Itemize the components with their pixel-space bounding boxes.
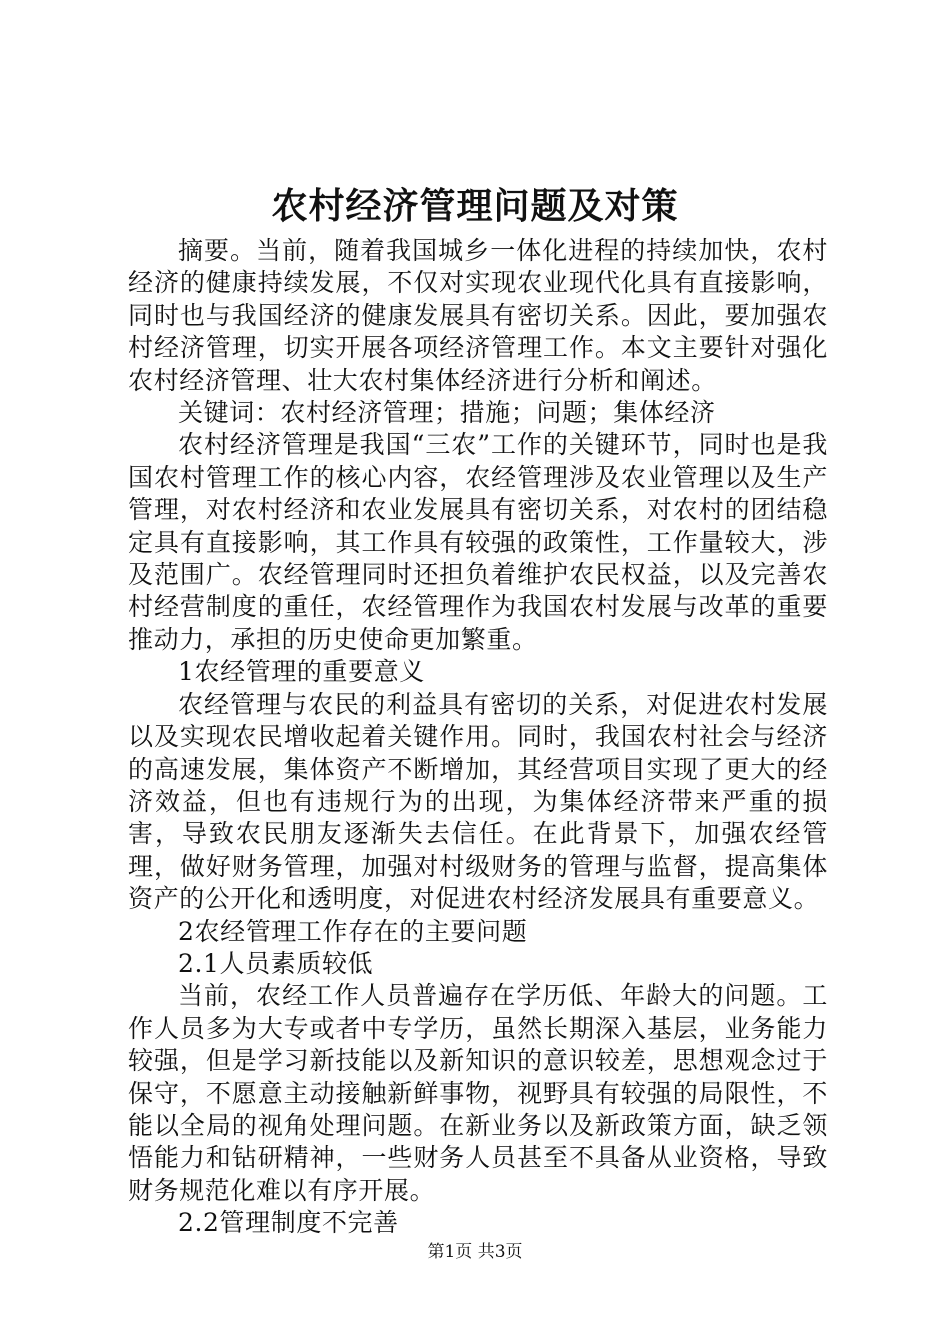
subsection-2-1-paragraph: 当前，农经工作人员普遍存在学历低、年龄大的问题。工作人员多为大专或者中专学历，虽然长期深入基层，业务能力较强，但是学习新技能以及新知识的意识较差，思想观念过于保守，不愿意主动接触新鲜事物，视野具有较强的局限性，不能以全局的视角处理问题。在新业务以及新政策方面，缺乏领悟能力和钻研精神，一些财务人员甚至不具备从业资格，导致财务规范化难以有序开展。 [128, 981, 828, 1205]
abstract-paragraph: 摘要。当前，随着我国城乡一体化进程的持续加快，农村经济的健康持续发展，不仅对实现农业现代化具有直接影响，同时也与我国经济的健康发展具有密切关系。因此，要加强农村经济管理，切实开展各项经济管理工作。本文主要针对强化农村经济管理、壮大农村集体经济进行分析和阐述。 [128, 236, 828, 395]
intro-paragraph: 农村经济管理是我国“三农”工作的关键环节，同时也是我国农村管理工作的核心内容，农经管理涉及农业管理以及生产管理，对农村经济和农业发展具有密切关系，对农村的团结稳定具有直接影响，其工作具有较强的政策性，工作量较大，涉及范围广。农经管理同时还担负着维护农民权益，以及完善农村经营制度的重任，农经管理作为我国农村发展与改革的重要推动力，承担的历史使命更加繁重。 [128, 430, 828, 654]
subsection-heading-2-2: 2.2管理制度不完善 [178, 1208, 399, 1238]
document-body [128, 235, 828, 1240]
section-1-paragraph: 农经管理与农民的利益具有密切的关系，对促进农村发展以及实现农民增收起着关键作用。同时，我国农村社会与经济的高速发展，集体资产不断增加，其经营项目实现了更大的经济效益，但也有违规行为的出现，为集体经济带来严重的损害，导致农民朋友逐渐失去信任。在此背景下，加强农经管理，做好财务管理，加强对村级财务的管理与监督，提高集体资产的公开化和透明度，对促进农村经济发展具有重要意义。 [128, 689, 828, 914]
subsection-heading-2-1: 2.1人员素质较低 [178, 948, 374, 978]
keywords-paragraph: 关键词：农村经济管理；措施；问题；集体经济 [178, 398, 716, 428]
document-title: 农村经济管理问题及对策 [271, 185, 679, 227]
section-heading-1: 1农经管理的重要意义 [178, 657, 425, 687]
section-heading-2: 2农经管理工作存在的主要问题 [178, 916, 528, 946]
page-footer: 第1页 共3页 [427, 1242, 523, 1262]
